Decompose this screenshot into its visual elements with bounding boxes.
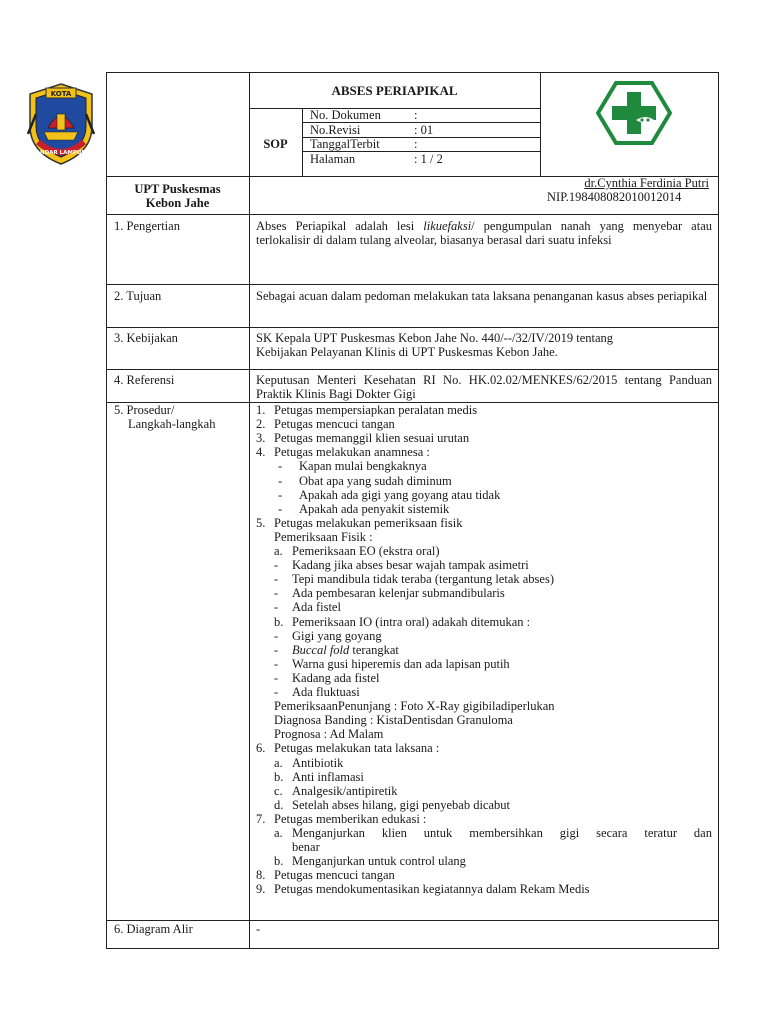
- procedure-line: Tepi mandibula tidak teraba (tergantung letak abses): [292, 572, 554, 587]
- procedure-marker: -: [274, 572, 279, 587]
- procedure-line: Ada fluktuasi: [292, 685, 360, 699]
- procedure-marker: 7.: [256, 811, 266, 826]
- label-pengertian: 1. Pengertian: [114, 219, 180, 233]
- procedure-marker: -: [278, 501, 283, 516]
- text-kebijakan-line2: Kebijakan Pelayanan Klinis di UPT Puskesmas Kebon Jahe.: [256, 345, 558, 359]
- logo-bottom-text: BANDAR LAMPUNG: [31, 150, 91, 156]
- procedure-marker: 3.: [256, 431, 266, 446]
- procedure-marker: -: [278, 473, 283, 488]
- procedure-line: Ada fistel: [292, 600, 341, 615]
- procedure-line: Pemeriksaan EO (ekstra oral): [292, 544, 440, 558]
- field-label-no-dokumen: No. Dokumen: [310, 108, 381, 122]
- procedure-marker: -: [278, 459, 283, 474]
- field-label-halaman: Halaman: [310, 152, 356, 166]
- field-value-tanggal-terbit: :: [414, 137, 418, 151]
- procedure-line: benar: [292, 840, 320, 855]
- procedure-line: Petugas melakukan anamnesa :: [274, 445, 430, 460]
- procedure-marker: b.: [274, 854, 284, 869]
- field-label-no-revisi: No.Revisi: [310, 123, 361, 137]
- procedure-marker: -: [274, 628, 279, 643]
- procedure-line: Ada pembesaran kelenjar submandibularis: [292, 586, 505, 601]
- procedure-marker: 6.: [256, 741, 266, 756]
- procedure-marker: 4.: [256, 445, 266, 460]
- procedure-line: Pemeriksaan Fisik :: [274, 529, 373, 544]
- procedure-marker: d.: [274, 797, 284, 812]
- procedure-line: Setelah abses hilang, gigi penyebab dicabut: [292, 797, 510, 812]
- procedure-line: Kadang jika abses besar wajah tampak asimetri: [292, 558, 529, 573]
- label-kebijakan: 3. Kebijakan: [114, 331, 178, 345]
- field-value-no-revisi: : 01: [414, 123, 434, 137]
- org-name-line1: UPT Puskesmas: [134, 182, 221, 196]
- procedure-line: Petugas mempersiapkan peralatan medis: [274, 403, 478, 417]
- procedure-marker: 1.: [256, 403, 266, 417]
- label-diagram-alir: 6. Diagram Alir: [114, 922, 193, 936]
- procedure-marker: a.: [274, 544, 283, 558]
- procedure-line: Menganjurkan untuk control ulang: [292, 854, 466, 869]
- text-tujuan: Sebagai acuan dalam pedoman melakukan tata laksana penanganan kasus abses periapikal: [256, 289, 708, 303]
- field-label-tanggal-terbit: TanggalTerbit: [310, 137, 380, 151]
- procedure-marker: b.: [274, 614, 284, 629]
- procedure-marker: a.: [274, 755, 283, 770]
- procedure-line: Kadang ada fistel: [292, 670, 380, 685]
- procedure-line: Antibiotik: [292, 755, 344, 770]
- procedure-line: Petugas memanggil klien sesuai urutan: [274, 431, 470, 446]
- procedure-line: Gigi yang goyang: [292, 628, 382, 643]
- sop-label: SOP: [263, 137, 288, 151]
- procedure-marker: -: [274, 586, 279, 601]
- procedure-line: Petugas memberikan edukasi :: [274, 811, 427, 826]
- procedure-line: Warna gusi hiperemis dan ada lapisan putih: [292, 656, 510, 671]
- procedure-line: PemeriksaanPenunjang : Foto X-Ray gigibiladiperlukan: [274, 699, 555, 714]
- signer-nip: NIP.198408082010012014: [547, 190, 682, 204]
- procedure-marker: -: [274, 642, 279, 657]
- logo-top-text: KOTA: [50, 90, 72, 98]
- procedure-line: Menganjurkan klien untuk membersihkan gigi secara teratur dan: [292, 826, 712, 840]
- text-kebijakan-line1: SK Kepala UPT Puskesmas Kebon Jahe No. 440/--/32/IV/2019 tentang: [256, 331, 614, 345]
- text-referensi: Keputusan Menteri Kesehatan RI No. HK.02.02/MENKES/62/2015 tentang Panduan Praktik Klinis Bagi Dokter Gigi: [256, 373, 712, 401]
- procedure-line: Diagnosa Banding : KistaDentisdan Granuloma: [274, 713, 513, 728]
- procedure-line: Petugas mencuci tangan: [274, 417, 395, 432]
- procedure-marker: -: [274, 600, 279, 615]
- procedure-marker: c.: [274, 783, 283, 798]
- procedure-marker: 2.: [256, 417, 266, 432]
- procedure-line: Pemeriksaan IO (intra oral) adakah ditemukan :: [292, 614, 531, 629]
- procedure-marker: b.: [274, 769, 284, 784]
- org-name-line2: Kebon Jahe: [145, 196, 210, 210]
- text-diagram-alir: -: [256, 922, 261, 936]
- procedure-line: Prognosa : Ad Malam: [274, 727, 384, 742]
- puskesmas-logo: [596, 80, 672, 146]
- procedure-line: Buccal fold terangkat: [292, 642, 399, 657]
- procedure-marker: 8.: [256, 868, 266, 883]
- procedure-line: Analgesik/antipiretik: [292, 783, 398, 798]
- field-value-halaman: : 1 / 2: [414, 152, 443, 166]
- procedure-marker: -: [274, 685, 279, 699]
- procedure-marker: 9.: [256, 882, 266, 897]
- procedure-marker: -: [278, 487, 283, 502]
- city-logo: [24, 80, 98, 168]
- label-referensi: 4. Referensi: [114, 373, 175, 387]
- procedure-line: Apakah ada penyakit sistemik: [299, 501, 450, 516]
- procedure-marker: 5.: [256, 515, 266, 530]
- signer-name: dr.Cynthia Ferdinia Putri: [584, 176, 709, 190]
- procedure-line: Obat apa yang sudah diminum: [299, 473, 452, 488]
- field-value-no-dokumen: :: [414, 108, 418, 122]
- procedure-marker: -: [274, 670, 279, 685]
- procedure-line: Petugas melakukan tata laksana :: [274, 741, 440, 756]
- text-pengertian: Abses Periapikal adalah lesi likuefaksi/ pengumpulan nanah yang menyebar atau terlokalisir di dalam tulang alveolar, biasanya berasal dari suatu infeksi: [256, 219, 712, 247]
- procedure-line: Petugas mendokumentasikan kegiatannya dalam Rekam Medis: [274, 882, 590, 897]
- label-langkah: Langkah-langkah: [128, 417, 216, 431]
- procedure-line: Kapan mulai bengkaknya: [299, 459, 427, 474]
- document-title: ABSES PERIAPIKAL: [331, 83, 458, 98]
- procedure-line: Petugas melakukan pemeriksaan fisik: [274, 515, 463, 530]
- procedure-marker: -: [274, 558, 279, 573]
- procedure-marker: -: [274, 656, 279, 671]
- procedure-line: Anti inflamasi: [292, 769, 364, 784]
- label-prosedur: 5. Prosedur/: [114, 403, 175, 417]
- procedure-marker: a.: [274, 826, 283, 840]
- procedure-line: Apakah ada gigi yang goyang atau tidak: [299, 487, 501, 502]
- label-tujuan: 2. Tujuan: [114, 289, 162, 303]
- procedure-line: Petugas mencuci tangan: [274, 868, 395, 883]
